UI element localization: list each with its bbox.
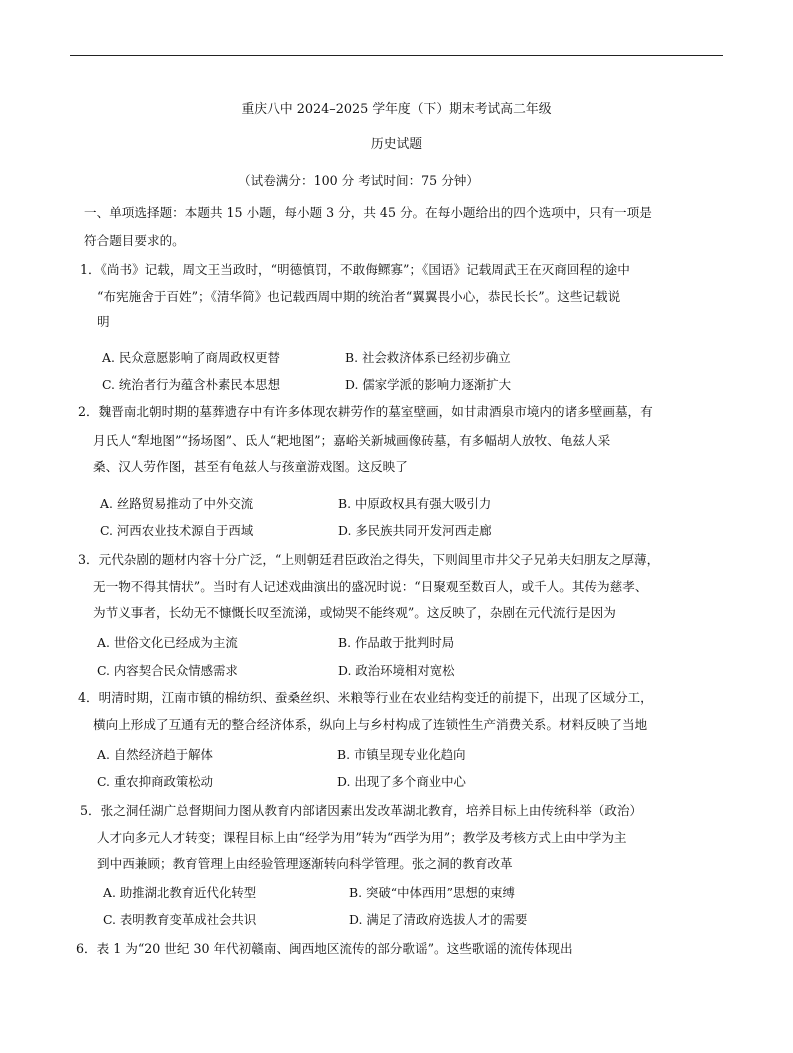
question-text: 明 [97,314,110,329]
question-text: 桑、汉人劳作图，甚至有龟兹人与孩童游戏图。这反映了 [93,459,408,474]
option-b[interactable]: B. 社会救济体系已经初步确立 [345,350,511,365]
option-d[interactable]: D. 满足了清政府选拔人才的需要 [349,912,528,927]
exam-title: 重庆八中 2024–2025 学年度（下）期末考试高二年级 [241,102,552,117]
section-heading-cont: 符合题目要求的。 [84,233,185,248]
option-a[interactable]: A. 丝路贸易推动了中外交流 [100,496,254,511]
question-text: 6．表 1 为“20 世纪 30 年代初赣南、闽西地区流传的部分歌谣”。这些歌谣的流传体现出 [76,941,573,956]
question-text: 为节义事者，长幼无不慷慨长叹至流涕，或恸哭不能终观”。这反映了，杂剧在元代流行是因为 [93,605,616,620]
option-b[interactable]: B. 作品敢于批判时局 [338,635,455,650]
question-text: 月氏人“犁地图”“扬场图”、氐人“耙地图”；嘉峪关新城画像砖墓，有多幅胡人放牧、龟兹人采 [93,433,611,448]
option-d[interactable]: D. 儒家学派的影响力逐渐扩大 [345,377,512,392]
section-heading: 一、单项选择题：本题共 15 小题，每小题 3 分，共 45 分。在每小题给出的四个选项中，只有一项是 [84,205,652,220]
question-text: 到中西兼顾；教育管理上由经验管理逐渐转向科学管理。张之洞的教育改革 [97,856,513,871]
option-c[interactable]: C. 统治者行为蕴含朴素民本思想 [102,377,280,392]
question-text: 3．元代杂剧的题材内容十分广泛，“上则朝廷君臣政治之得失，下则闾里市井父子兄弟夫妇朋友之厚薄， [78,552,660,567]
option-c[interactable]: C. 重农抑商政策松动 [97,774,214,789]
question-text: 人才向多元人才转变；课程目标上由“经学为用”转为“西学为用”；教学及考核方式上由中学为主 [97,830,627,845]
option-d[interactable]: D. 出现了多个商业中心 [337,774,466,789]
question-text: 2．魏晋南北朝时期的墓葬遗存中有许多体现农耕劳作的墓室壁画，如甘肃酒泉市境内的诸多壁画墓，有 [78,404,653,419]
option-a[interactable]: A. 民众意愿影响了商周政权更替 [102,350,280,365]
question-text: “布宪施舍于百姓”；《清华简》也记载西周中期的统治者“翼翼畏小心，恭民长长”。这些记载说 [97,289,621,304]
subject-title: 历史试题 [370,137,423,152]
exam-info: （试卷满分：100 分 考试时间：75 分钟） [238,173,479,188]
option-d[interactable]: D. 多民族共同开发河西走廊 [338,523,492,538]
question-text: 无一物不得其情状”。当时有人记述戏曲演出的盛况时说：“日聚观至数百人，或千人。其传为慈孝、 [93,579,648,594]
option-a[interactable]: A. 世俗文化已经成为主流 [97,635,238,650]
option-c[interactable]: C. 河西农业技术源自于西域 [100,523,254,538]
option-c[interactable]: C. 表明教育变革成社会共识 [103,912,257,927]
option-c[interactable]: C. 内容契合民众情感需求 [97,663,238,678]
option-a[interactable]: A. 自然经济趋于解体 [97,747,213,762]
option-a[interactable]: A. 助推湖北教育近代化转型 [103,885,257,900]
option-b[interactable]: B. 市镇呈现专业化趋向 [337,747,466,762]
question-text: 5．张之洞任湖广总督期间力图从教育内部诸因素出发改革湖北教育，培养目标上由传统科举（政治） [80,803,643,818]
question-text: 1．《尚书》记载，周文王当政时，“明德慎罚，不敢侮鳏寡”；《国语》记载周武王在灭商回程的途中 [80,262,630,277]
option-b[interactable]: B. 中原政权具有强大吸引力 [338,496,492,511]
option-d[interactable]: D. 政治环境相对宽松 [338,663,455,678]
option-b[interactable]: B. 突破“中体西用”思想的束缚 [349,885,515,900]
question-text: 横向上形成了互通有无的整合经济体系，纵向上与乡村构成了连锁性生产消费关系。材料反映了当地 [93,717,648,732]
header-rule [70,55,723,56]
question-text: 4．明清时期，江南市镇的棉纺织、蚕桑丝织、米粮等行业在农业结构变迁的前提下，出现了区域分工， [78,690,653,705]
